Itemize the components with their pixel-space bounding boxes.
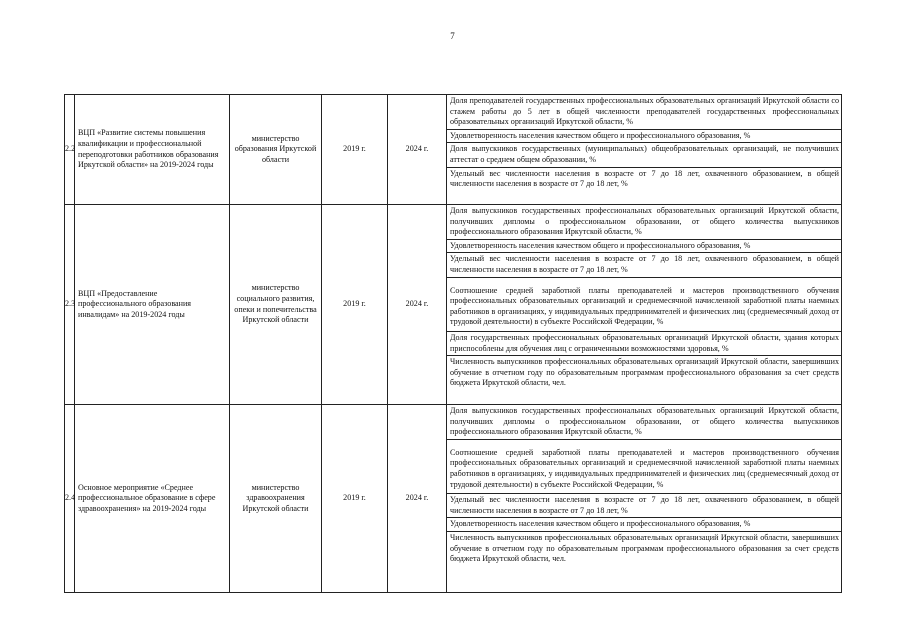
row-number: 2.3 [65,205,75,405]
responsible-executor: министерство образования Иркутской области [230,95,322,205]
program-name: ВЦП «Развитие системы повышения квалификации и профессиональной переподготовки работников образования Иркутской области» на 2019-2024 годы [75,95,230,205]
indicator: Удельный вес численности населения в возрасте от 7 до 18 лет, охваченного образованием, в общей численности населения в возрасте от 7 до 18 лет, % [447,253,841,277]
indicator: Соотношение средней заработной платы преподавателей и мастеров производственного обучения профессиональных образовательных организаций и среднемесячной начисленной заработной платы наемных работников в организациях, у индивидуальных предпринимателей и физических лиц (среднемесячный доход от трудовой деятельности) в субъекте Российской Федерации, % [447,440,841,494]
indicator: Удельный вес численности населения в возрасте от 7 до 18 лет, охваченного образованием, в общей численности населения в возрасте от 7 до 18 лет, % [450,168,839,189]
indicator: Удельный вес численности населения в возрасте от 7 до 18 лет, охваченного образованием, в общей численности населения в возрасте от 7 до 18 лет, % [447,494,841,518]
indicator: Удовлетворенность населения качеством общего и профессионального образования, % [447,130,841,144]
page-number: 7 [450,31,455,41]
indicator: Доля выпускников государственных профессиональных образовательных организаций Иркутской области, получивших дипломы о профессиональном образовании, от общего количества выпускников профессионального образования Иркутской области, % [447,405,841,440]
indicator: Удовлетворенность населения качеством общего и профессионального образования, % [447,240,841,254]
indicators-cell [447,405,842,593]
indicator: Доля выпускников государственных профессиональных образовательных организаций Иркутской области, получивших дипломы о профессиональном образовании, от общего количества выпускников профессионального образования Иркутской области, % [447,205,841,240]
end-year: 2024 г. [388,95,447,205]
start-year: 2019 г. [322,405,388,593]
table-row [65,405,842,593]
indicators-cell [447,205,842,405]
responsible-executor: министерство социального развития, опеки и попечительства Иркутской области [230,205,322,405]
indicator: Доля государственных профессиональных образовательных организаций Иркутской области, здания которых приспособлены для обучения лиц с ограниченными возможностями здоровья, % [447,332,841,356]
indicator: Удовлетворенность населения качеством общего и профессионального образования, % [447,518,841,532]
program-name: Основное мероприятие «Среднее профессиональное образование в сфере здравоохранения» на 2019-2024 годы [75,405,230,593]
indicator: Численность выпускников профессиональных образовательных организаций Иркутской области, завершивших обучение в отчетном году по образовательным программам профессионального образования за счет средств бюджета Иркутской области, чел. [450,532,839,564]
indicator: Доля выпускников государственных (муниципальных) общеобразовательных организаций, не получивших аттестат о среднем общем образовании, % [447,143,841,167]
program-table [64,94,842,593]
start-year: 2019 г. [322,205,388,405]
table-row [65,95,842,205]
program-name: ВЦП «Предоставление профессионального образования инвалидам» на 2019-2024 годы [75,205,230,405]
responsible-executor: министерство здравоохранения Иркутской области [230,405,322,593]
row-number: 2.2 [65,95,75,205]
row-number: 2.4 [65,405,75,593]
indicators-cell [447,95,842,205]
end-year: 2024 г. [388,205,447,405]
end-year: 2024 г. [388,405,447,593]
table-row [65,205,842,405]
indicator: Численность выпускников профессиональных образовательных организаций Иркутской области, завершивших обучение в отчетном году по образовательным программам профессионального образования за счет средств бюджета Иркутской области, чел. [450,357,839,388]
start-year: 2019 г. [322,95,388,205]
indicator: Соотношение средней заработной платы преподавателей и мастеров производственного обучения профессиональных образовательных организаций и среднемесячной начисленной заработной платы наемных работников в организациях, у индивидуальных предпринимателей и физических лиц (среднемесячный доход от трудовой деятельности) в субъекте Российской Федерации, % [447,278,841,332]
indicator: Доля преподавателей государственных профессиональных образовательных организаций Иркутской области со стажем работы до 5 лет в общей численности преподавателей государственных профессиональных образовательных организаций Иркутской области, % [447,95,841,130]
